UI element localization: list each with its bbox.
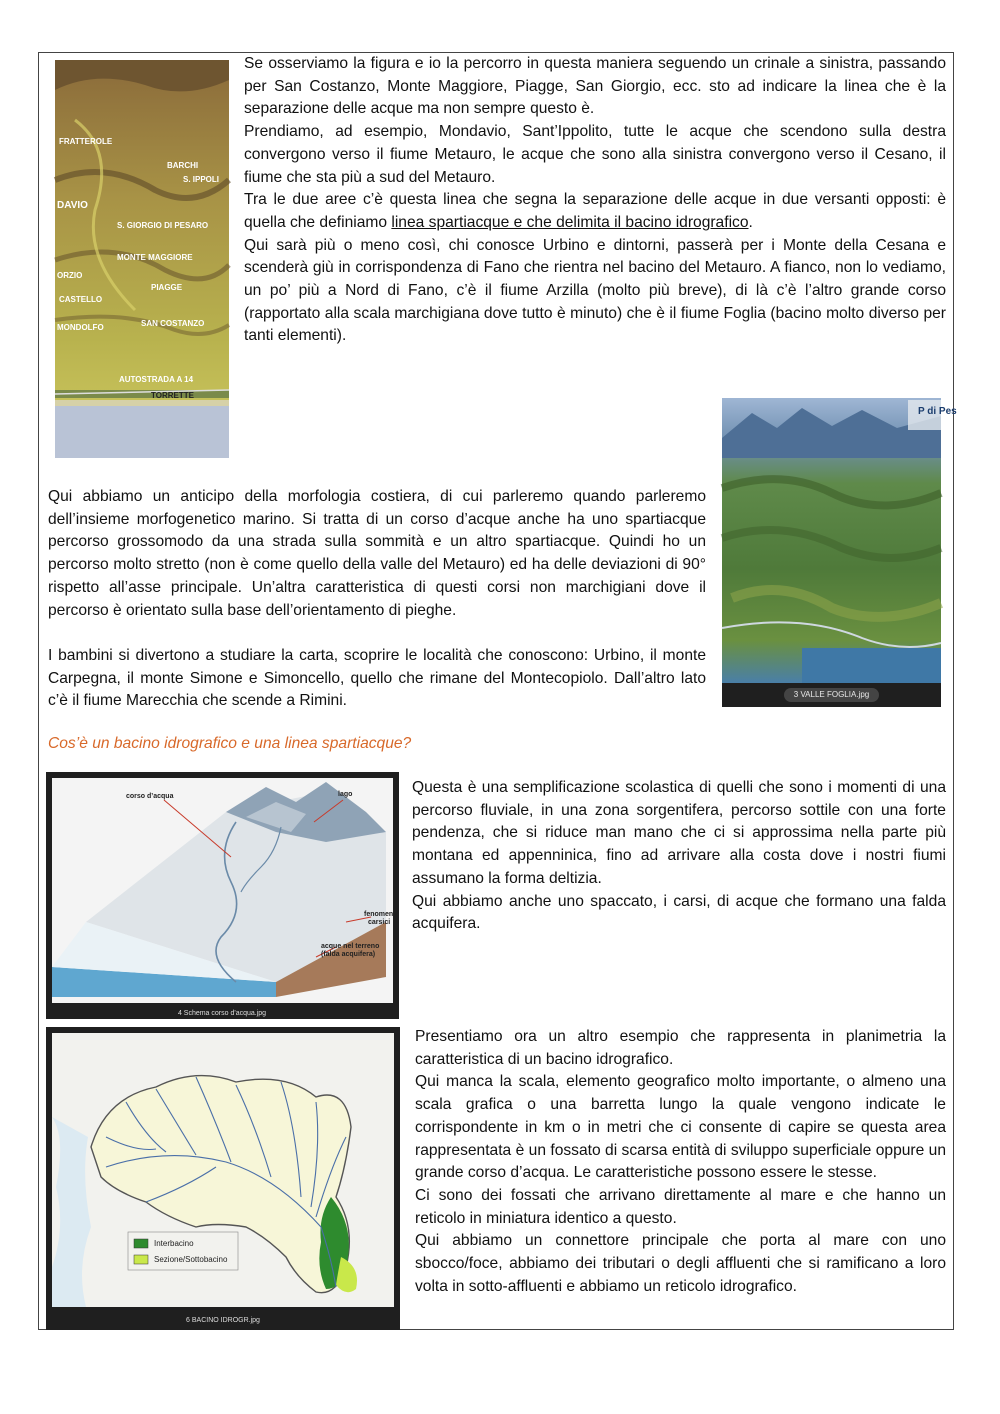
section1-text — [244, 53, 946, 348]
paragraph: Qui manca la scala, elemento geografico molto importante, o almeno una scala grafica o una barretta lungo la quale vengono indicate le corrispondente in km o in metri che ci consente di capire se questa area rappresentata è un fossato di scarsa entità di sviluppo superficiale oppure un grande corso d’acqua. Le caratteristiche possono essere le stesse. — [415, 1073, 946, 1182]
aerial-map-metauro — [55, 60, 229, 458]
label-corso: corso d’acqua — [126, 793, 174, 800]
legend-interbacino: Interbacino — [154, 1239, 194, 1248]
map1-label-5: MONTE MAGGIORE — [117, 253, 193, 262]
section3-text — [412, 777, 946, 936]
paragraph: Qui abbiamo un connettore principale che porta al mare con uno sbocco/foce, abbiamo dei tributari o degli affluenti che si ramificano a loro volta in sotto-affluenti e abbiamo un reticolo idrografico. — [415, 1232, 946, 1295]
map1-label-2: S. IPPOLI — [183, 175, 220, 184]
basin-map — [46, 1027, 400, 1330]
section2-text — [48, 486, 706, 713]
text-span: . — [748, 213, 753, 231]
map2-title: P di Pes — [918, 406, 957, 417]
map1-label-7: ORZIO — [57, 271, 83, 280]
paragraph: Prendiamo, ad esempio, Mondavio, Sant’Ippolito, tutte le acque che scendono sulla destra convergono verso il fiume Metauro, le acque che sono alla sinistra convergono verso il Cesano, il fiume che sta più a sud del Metauro. — [244, 123, 946, 186]
paragraph: Qui sarà più o meno così, chi conosce Urbino e dintorni, passerà per i Monte della Cesana e scenderà giù in corrispondenza di Fano che rientra nel bacino del Metauro. A fianco, non lo vediamo, un po’ più a Nord di Fano, c’è il fiume Arzilla (molto più breve), di là c’è l’altro grande corso (rapportato alla scala marchigiana dove tutto è minuto) che è il fiume Foglia (bacino molto diverso per tanti elementi). — [244, 236, 946, 345]
label-falda: (falda acquifera) — [321, 951, 376, 958]
paragraph: Qui abbiamo un anticipo della morfologia costiera, di cui parleremo quando parleremo dell’insieme morfogenetico marino. Si tratta di un corso d’acque anche ha uno spartiacque percorso grossomodo da una strada sulla sommità e un altro spartiacque. Quindi ho un percorso molto stretto (non è come quello della valle del Metauro) ed ha delle deviazioni di 90° rispetto all’asse principale. Un’altra caratteristica di questi corsi non marchigiani dove il percorso è orientato sulla base dell’orientamento di pieghe. — [48, 488, 706, 619]
section4-text — [415, 1026, 946, 1298]
label-carsici: carsici — [368, 919, 391, 926]
paragraph: Se osserviamo la figura e io la percorro in questa maniera seguendo un crinale a sinistra, passando per San Costanzo, Monte Maggiore, Piagge, San Giorgio, ecc. sto ad indicare la linea che è la separazione delle acque ma non sempre questo è. — [244, 55, 946, 118]
paragraph: Qui abbiamo anche uno spaccato, i carsi, di acque che formano una falda acquifera. — [412, 892, 946, 933]
legend-sottobacino: Sezione/Sottobacino — [154, 1255, 228, 1264]
map1-label-10: SAN COSTANZO — [141, 319, 205, 328]
map1-label-11: AUTOSTRADA A 14 — [119, 375, 194, 384]
diagram2-caption: 6 BACINO IDROGR.jpg — [186, 1317, 260, 1324]
text-span: Tra le due aree c’è questa linea che segna la separazione delle acque in due versanti opposti: è quella che definiamo — [244, 191, 946, 231]
map1-label-9: MONDOLFO — [57, 323, 104, 332]
section-heading: Cos’è un bacino idrografico e una linea spartiacque? — [48, 735, 412, 752]
paragraph — [244, 189, 946, 234]
label-fenomeni: fenomeni — [364, 911, 396, 918]
caption-text: 3 VALLE FOGLIA.jpg — [784, 688, 879, 702]
label-acque: acque nel terreno — [321, 943, 380, 950]
paragraph: I bambini si divertono a studiare la carta, scoprire le località che conoscono: Urbino, il monte Carpegna, il monte Simone e Simoncello, quello che rimane del Montecopiolo. Dall’altro lato c’è il fiume Marecchia che scende a Rimini. — [48, 646, 706, 710]
map1-label-4: S. GIORGIO DI PESARO — [117, 221, 209, 230]
paragraph: Presentiamo ora un altro esempio che rappresenta in planimetria la caratteristica di un bacino idrografico. — [415, 1028, 946, 1068]
map1-label-8: CASTELLO — [59, 295, 103, 304]
map1-label-3: DAVIO — [57, 200, 88, 211]
paragraph: Ci sono dei fossati che arrivano direttamente al mare e che hanno un reticolo in miniatura identico a questo. — [415, 1186, 946, 1227]
valle-foglia-image — [722, 398, 957, 707]
spacer — [48, 622, 706, 645]
diagram1-caption: 4 Schema corso d'acqua.jpg — [177, 1010, 267, 1017]
label-lago: lago — [338, 791, 353, 798]
map1-label-12: TORRETTE — [151, 391, 194, 400]
paragraph: Questa è una semplificazione scolastica di quelli che sono i momenti di una percorso fluviale, in una zona sorgentifera, percorso sottile con una forte pendenza, che si riduce man mano che ci si approssima nella parte più montana ed appenninica, fino ad arrivare alla costa dove i nostri fiumi assumano la forma deltizia. — [412, 779, 946, 887]
map1-label-0: FRATTEROLE — [59, 137, 113, 146]
watercourse-diagram — [46, 772, 399, 1019]
underlined-term: linea spartiacque e che delimita il bacino idrografico — [391, 213, 749, 231]
map1-label-6: PIAGGE — [151, 283, 183, 292]
map1-label-1: BARCHI — [167, 161, 199, 170]
image-caption — [722, 683, 941, 707]
